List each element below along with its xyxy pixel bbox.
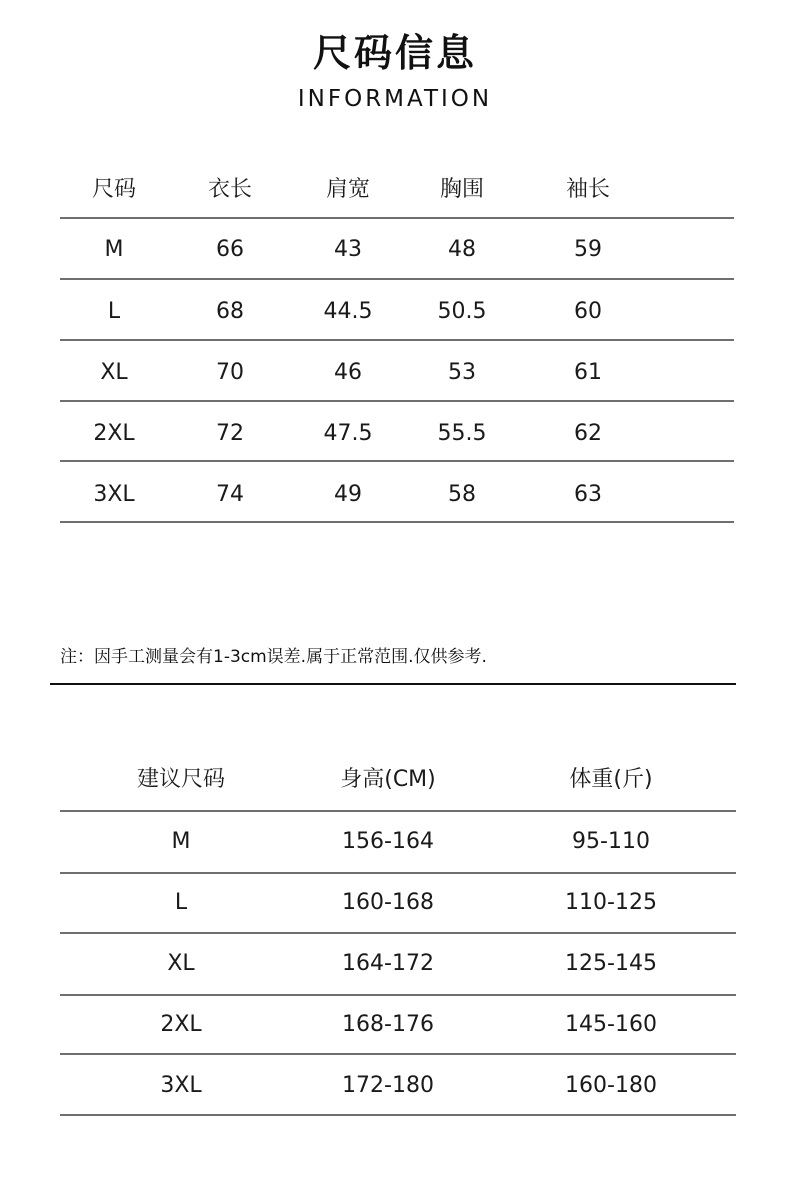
header-recommended-size: 建议尺码 xyxy=(136,767,226,792)
measurement-note: 注：因手工测量会有1-3cm误差.属于正常范围.仅供参考. xyxy=(60,647,487,667)
table-row xyxy=(0,414,790,454)
recommend-table-rule xyxy=(60,994,736,996)
size-cell: 3XL xyxy=(93,482,135,507)
shoulder-cell: 46 xyxy=(334,360,362,385)
table-row xyxy=(0,1005,790,1045)
weight-cell: 125-145 xyxy=(565,951,657,976)
height-cell: 156-164 xyxy=(342,829,434,854)
table-row xyxy=(0,353,790,393)
header-shoulder: 肩宽 xyxy=(325,177,371,202)
size-table-header xyxy=(0,170,790,210)
size-table-rule xyxy=(60,521,734,523)
recommend-table-header xyxy=(0,760,790,800)
size-table-rule xyxy=(60,400,734,402)
table-row xyxy=(0,475,790,515)
table-row xyxy=(0,230,790,270)
header-height: 身高(CM) xyxy=(340,767,436,792)
weight-cell: 110-125 xyxy=(565,890,657,915)
chest-cell: 48 xyxy=(448,237,476,262)
length-cell: 66 xyxy=(216,237,244,262)
size-cell: XL xyxy=(100,360,128,385)
chest-cell: 53 xyxy=(448,360,476,385)
height-cell: 168-176 xyxy=(342,1012,434,1037)
header-weight: 体重(斤) xyxy=(569,767,653,792)
table-row xyxy=(0,822,790,862)
recommend-table-rule xyxy=(60,872,736,874)
height-cell: 164-172 xyxy=(342,951,434,976)
size-cell: L xyxy=(107,299,121,324)
header-sleeve: 袖长 xyxy=(565,177,611,202)
recommend-table-rule xyxy=(60,810,736,812)
size-table-rule xyxy=(60,217,734,219)
size-cell: M xyxy=(104,237,124,262)
sleeve-cell: 61 xyxy=(574,360,602,385)
table-row xyxy=(0,292,790,332)
table-row xyxy=(0,944,790,984)
sleeve-cell: 63 xyxy=(574,482,602,507)
size-table-rule xyxy=(60,278,734,280)
height-cell: 172-180 xyxy=(342,1073,434,1098)
recommended-size-cell: L xyxy=(174,890,188,915)
length-cell: 72 xyxy=(216,421,244,446)
shoulder-cell: 47.5 xyxy=(323,421,373,446)
page-subtitle: INFORMATION xyxy=(297,86,493,112)
size-table-rule xyxy=(60,339,734,341)
page-title: 尺码信息 xyxy=(312,31,477,75)
length-cell: 70 xyxy=(216,360,244,385)
table-row xyxy=(0,1066,790,1106)
recommended-size-cell: M xyxy=(171,829,191,854)
shoulder-cell: 43 xyxy=(334,237,362,262)
header-size: 尺码 xyxy=(91,177,137,202)
sleeve-cell: 60 xyxy=(574,299,602,324)
sleeve-cell: 59 xyxy=(574,237,602,262)
header-length: 衣长 xyxy=(207,177,253,202)
shoulder-cell: 44.5 xyxy=(323,299,373,324)
chest-cell: 58 xyxy=(448,482,476,507)
size-cell: 2XL xyxy=(93,421,135,446)
size-table-rule xyxy=(60,460,734,462)
height-cell: 160-168 xyxy=(342,890,434,915)
sleeve-cell: 62 xyxy=(574,421,602,446)
recommend-table-rule xyxy=(60,1053,736,1055)
chest-cell: 55.5 xyxy=(437,421,487,446)
table-row xyxy=(0,883,790,923)
recommend-table-rule xyxy=(60,932,736,934)
chest-cell: 50.5 xyxy=(437,299,487,324)
weight-cell: 145-160 xyxy=(565,1012,657,1037)
header-chest: 胸围 xyxy=(439,177,485,202)
recommended-size-cell: 3XL xyxy=(160,1073,202,1098)
weight-cell: 160-180 xyxy=(565,1073,657,1098)
weight-cell: 95-110 xyxy=(572,829,650,854)
length-cell: 74 xyxy=(216,482,244,507)
recommended-size-cell: XL xyxy=(167,951,195,976)
section-divider xyxy=(50,683,736,685)
shoulder-cell: 49 xyxy=(334,482,362,507)
length-cell: 68 xyxy=(216,299,244,324)
recommended-size-cell: 2XL xyxy=(160,1012,202,1037)
recommend-table-rule xyxy=(60,1114,736,1116)
